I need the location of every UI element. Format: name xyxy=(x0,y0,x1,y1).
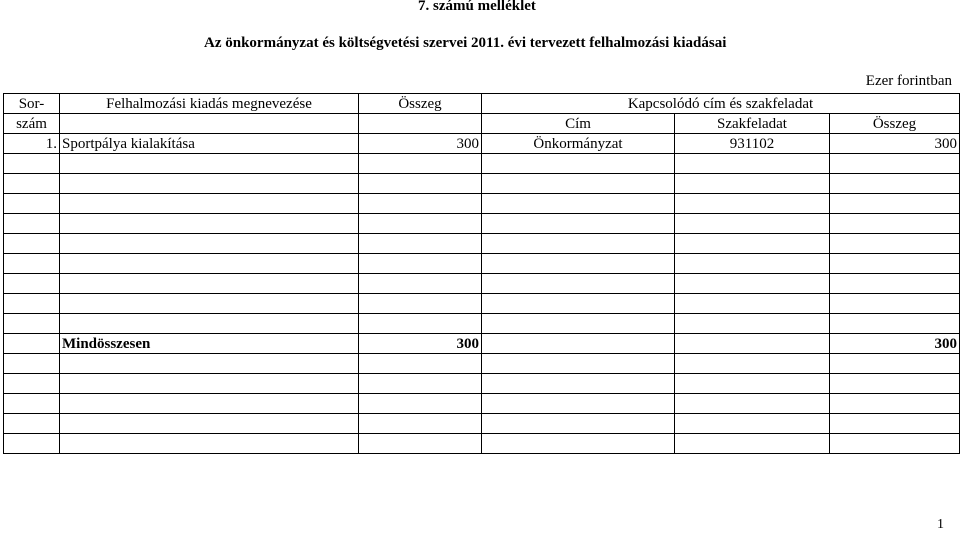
empty-row xyxy=(4,274,960,294)
empty-row xyxy=(4,234,960,254)
empty-row xyxy=(4,194,960,214)
header-total: Összeg xyxy=(359,94,482,114)
row-szakfeladat: 931102 xyxy=(675,134,830,154)
empty-row xyxy=(4,314,960,334)
empty-row xyxy=(4,294,960,314)
empty-row xyxy=(4,434,960,454)
header-sorszam: Sor- xyxy=(4,94,60,114)
summary-label: Mindösszesen xyxy=(60,334,359,354)
summary-group-total: 300 xyxy=(830,334,960,354)
header-szakfeladat: Szakfeladat xyxy=(675,114,830,134)
empty-row xyxy=(4,374,960,394)
annex-label: 7. számú melléklet xyxy=(418,0,536,14)
row-total: 300 xyxy=(359,134,482,154)
header-group-total: Összeg xyxy=(830,114,960,134)
header-name-cont xyxy=(60,114,359,134)
unit-label: Ezer forintban xyxy=(865,73,952,89)
header-related-group: Kapcsolódó cím és szakfeladat xyxy=(482,94,960,114)
summary-number xyxy=(4,334,60,354)
table-row xyxy=(4,134,960,154)
empty-row xyxy=(4,154,960,174)
empty-row xyxy=(4,174,960,194)
header-total-cont xyxy=(359,114,482,134)
header-sorszam-cont: szám xyxy=(4,114,60,134)
page-number: 1 xyxy=(937,517,944,532)
summary-total: 300 xyxy=(359,334,482,354)
empty-row xyxy=(4,414,960,434)
empty-row xyxy=(4,394,960,414)
empty-row xyxy=(4,254,960,274)
page-title: Az önkormányzat és költségvetési szervei 2011. évi tervezett felhalmozási kiadásai xyxy=(204,35,727,51)
row-number: 1. xyxy=(4,134,60,154)
summary-row xyxy=(4,334,960,354)
expenditure-table xyxy=(3,93,960,454)
row-group-total: 300 xyxy=(830,134,960,154)
header-cim: Cím xyxy=(482,114,675,134)
empty-row xyxy=(4,354,960,374)
table-header-row xyxy=(4,94,960,114)
summary-cim xyxy=(482,334,675,354)
row-name: Sportpálya kialakítása xyxy=(60,134,359,154)
row-cim: Önkormányzat xyxy=(482,134,675,154)
table-subheader-row xyxy=(4,114,960,134)
header-name: Felhalmozási kiadás megnevezése xyxy=(60,94,359,114)
summary-szakfeladat xyxy=(675,334,830,354)
empty-row xyxy=(4,214,960,234)
